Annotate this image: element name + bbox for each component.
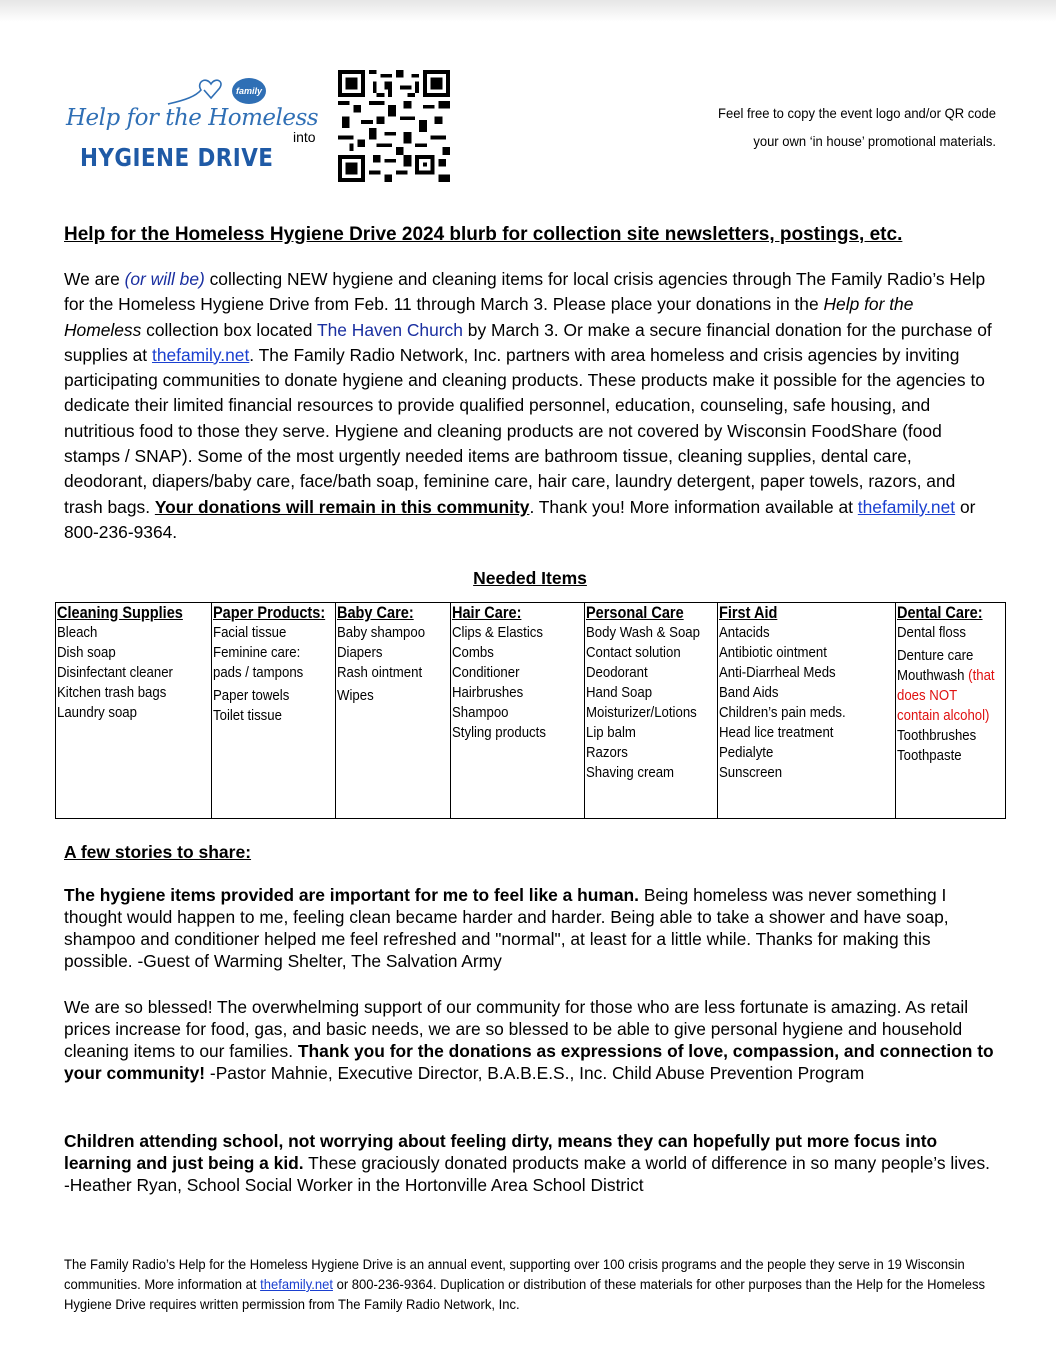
list-item: Paper towels [213,687,290,704]
into-label: into [293,129,316,145]
alcohol-warning: contain alcohol) [897,707,990,724]
list-item: Rash ointment [337,664,423,681]
thefamily-link[interactable]: thefamily.net [260,1276,333,1292]
baby-column [336,603,451,819]
collection-location: The Haven Church [316,319,463,340]
blurb-text: We are [64,269,125,289]
column-header: Cleaning Supplies [57,604,183,622]
window-top-shadow [0,0,1056,22]
list-item: Kitchen trash bags [57,684,167,701]
alcohol-warning: (that [968,667,995,684]
column-header: First Aid [719,604,778,622]
list-item: Sunscreen [719,764,783,781]
list-item: Shampoo [452,704,509,721]
column-header: Hair Care: [452,604,522,622]
stories-heading: A few stories to share: [64,842,252,862]
list-item: Contact solution [586,644,681,661]
logo-script-text: Help for the Homeless [66,105,319,131]
column-header: Baby Care: [337,604,414,622]
blurb-text: or 800-236-9364. [64,496,976,542]
list-item: Moisturizer/Lotions [586,704,697,721]
column-header: Dental Care: [897,604,983,622]
footer-text: The Family Radio’s Help for the Homeless Hygiene Drive is an annual event, supporting over 100 crisis programs and the people they serve in 19 Wisconsin communities. More information at [64,1256,965,1292]
family-badge: family [232,78,266,104]
list-item: Band Aids [719,684,779,701]
list-item: Hand Soap [586,684,653,701]
list-item: Toothbrushes [897,727,977,744]
thefamily-link[interactable]: thefamily.net [857,496,956,517]
copy-note-line1: Feel free to copy the event logo and/or QR code [718,105,996,121]
story-quote: The hygiene items provided are important for me to feel like a human. [64,885,639,905]
story-guest [64,884,999,972]
story-quote: Thank you for the donations as expressions of love, compassion, and connection to your community! [64,1041,994,1083]
list-item: Laundry soap [57,704,137,721]
list-item: Feminine care: [213,644,301,661]
list-item: pads / tampons [213,664,304,681]
list-item: Bleach [57,624,98,641]
mouthwash-label: Mouthwash [897,667,969,684]
column-header: Personal Care [586,604,684,622]
story-text: -Pastor Mahnie, Executive Director, B.A.B.E.S., Inc. Child Abuse Prevention Program [205,1063,865,1083]
list-item: Clips & Elastics [452,624,543,641]
story-text: Being homeless was never something I thought would happen to me, feeling clean became harder and harder. Being able to take a shower and have soap, shampoo and conditioner helped me feel refreshed and "normal", at least for a little while. Thanks for making this possible. -Guest of Warming Shelter, The Salvation Army [64,885,949,971]
blurb-text: by March 3. Or make a secure financial donation for the purchase of supplies at [64,319,992,365]
story-pastor [64,996,999,1084]
blurb-heading: Help for the Homeless Hygiene Drive 2024 blurb for collection site newsletters, postings, etc. [64,224,903,245]
blurb-or-will-be: (or will be) [124,269,205,289]
personal-column [585,603,718,819]
story-text: These graciously donated products make a world of difference in so many people’s lives. -Heather Ryan, School Social Worker in the Hortonville Area School District [64,1153,990,1195]
blurb-text: . The Family Radio Network, Inc. partners with area homeless and crisis agencies by inviting participating communities to donate hygiene and cleaning products. These products make it possible for the agencies to dedicate their limited financial resources to provide qualified personnel, education, counseling, safe housing, and nutritious food to those they serve. Hygiene and cleaning products are not covered by Wisconsin FoodShare (food stamps / SNAP). Some of the most urgently needed items are bathroom tissue, cleaning supplies, dental care, deodorant, diapers/baby care, face/bath soap, feminine care, hair care, laundry detergent, paper towels, razors, and trash bags. [64,344,985,517]
blurb-text: collecting NEW hygiene and cleaning items for local crisis agencies through The Family Radio’s Help for the Homeless Hygiene Drive from Feb. 11 through March 3. Please place your donations in the [64,269,986,315]
cleaning-column [56,603,212,819]
firstaid-column [718,603,896,819]
list-item: Deodorant [586,664,648,681]
list-item: Lip balm [586,724,636,741]
footer-text: or 800-236-9364. Duplication or distribution of these materials for other purposes than the Help for the Homeless Hygiene Drive requires written permission from The Family Radio Network, Inc. [64,1276,986,1312]
story-quote: Children attending school, not worrying about feeling dirty, means they can hopefully put more focus into learning and just being a kid. [64,1131,938,1173]
list-item [897,666,995,686]
list-item: Combs [452,644,494,661]
paper-column [212,603,336,819]
list-item: Children’s pain meds. [719,704,846,721]
blurb-emphasis: Your donations will remain in this community [154,496,530,517]
hair-column [451,603,585,819]
list-item: Diapers [337,644,383,661]
list-item: Shaving cream [586,764,675,781]
list-item: Body Wash & Soap [586,624,700,641]
list-item: Anti-Diarrheal Meds [719,664,836,681]
footer-note [64,1254,1013,1314]
list-item: Hairbrushes [452,684,524,701]
list-item: Antacids [719,624,770,641]
list-item: Antibiotic ointment [719,644,827,661]
qr-code[interactable] [338,70,450,182]
copy-note-line2: your own ‘in house’ promotional materials. [753,133,996,149]
list-item: Pedialyte [719,744,774,761]
blurb-text: collection box located [141,319,317,340]
column-header: Paper Products: [213,604,326,622]
list-item: Toothpaste [897,747,962,764]
story-social-worker [64,1130,999,1196]
blurb-box-name: Help for the Homeless [64,294,914,340]
needed-items-title: Needed Items [473,568,587,588]
blurb-text: . Thank you! More information available at [529,496,858,517]
list-item: Wipes [337,687,374,704]
list-item: Baby shampoo [337,624,426,641]
logo-title: HYGIENE DRIVE [80,143,274,172]
heart-icon [166,70,236,110]
list-item: Disinfectant cleaner [57,664,173,681]
copy-note [661,99,996,155]
thefamily-link[interactable]: thefamily.net [151,344,250,365]
list-item: Denture care [897,647,974,664]
story-text: We are so blessed! The overwhelming support of our community for those who are less fortunate is amazing. As retail prices increase for food, gas, and basic needs, we are so blessed to be able to give personal hygiene and household cleaning items to our families. [64,997,969,1061]
list-item: Styling products [452,724,546,741]
dental-column [896,603,1006,819]
list-item: Toilet tissue [213,707,282,724]
needed-items-table [55,602,1006,819]
list-item: Razors [586,744,628,761]
list-item: Facial tissue [213,624,287,641]
list-item: Conditioner [452,664,520,681]
blurb-paragraph [64,267,994,545]
list-item: Dish soap [57,644,116,661]
list-item: Dental floss [897,624,966,641]
alcohol-warning: does NOT [897,687,958,704]
list-item: Head lice treatment [719,724,834,741]
